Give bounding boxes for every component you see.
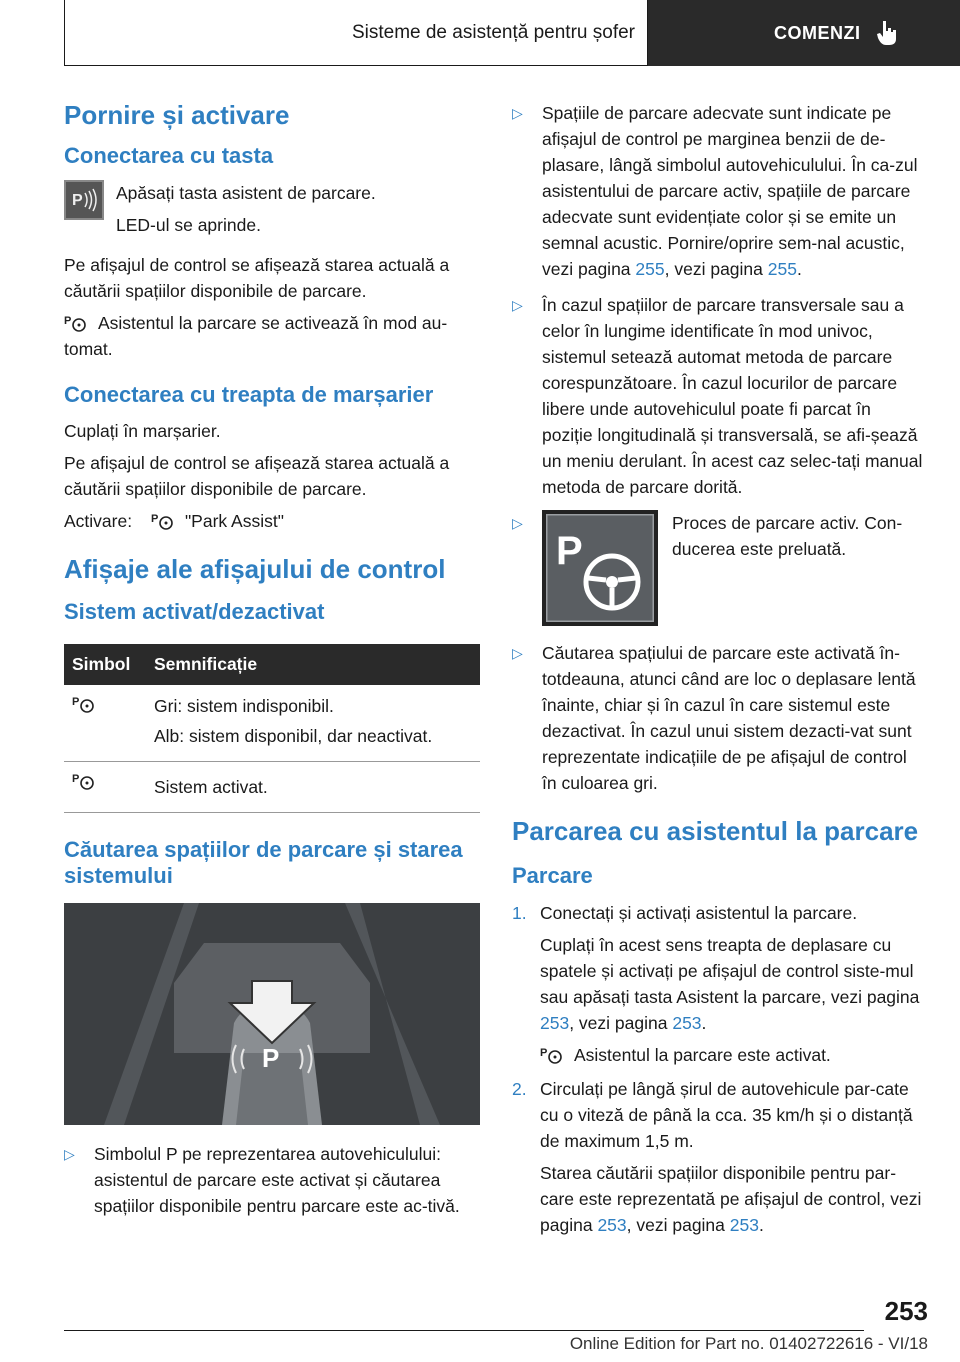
led-text: LED-ul se aprinde. xyxy=(116,214,261,235)
paragraph: Cuplați în marșarier. xyxy=(64,420,221,441)
hand-pointer-icon xyxy=(875,19,899,47)
parking-steps xyxy=(512,900,926,1238)
page-link[interactable]: 255 xyxy=(767,259,797,279)
section-title: COMENZI xyxy=(774,22,861,43)
list-item: 1. Conectați și activați asistentul la parcare. Cuplați în acest sens treapta de deplasare cu spatele și activați pe afișajul de control siste-mul sau apăsați tasta Asistent la parcare, vezi pagina 253, vezi pagina 253. P Asistentul la parcare este activat. xyxy=(512,902,920,1065)
table-row: P Gri: sistem indisponibil. Alb: sistem disponibil, dar neactivat. xyxy=(64,685,480,762)
display-illustration xyxy=(64,903,480,1125)
page-number: 253 xyxy=(884,1296,928,1326)
list-item: ▷ Spațiile de parcare adecvate sunt indicate pe afișajul de control pe marginea benzii de de-plasare, lângă simbolul autovehiculului. În ca-zul asistentului de parcare activ, spațiile de parcare adecvate sunt evidențiate color și se emite un semnal acustic. Pornire/oprire sem-nal acustic, vezi pagina 255, vezi pagina 255. xyxy=(512,100,926,282)
button-instruction xyxy=(64,180,480,244)
heading-park-with-assist: Parcarea cu asistentul la parcare xyxy=(512,816,919,846)
park-assist-icon xyxy=(540,1044,564,1064)
section-tab xyxy=(648,0,960,66)
symbol-table xyxy=(64,644,480,813)
page-link[interactable]: 253 xyxy=(672,1012,702,1033)
svg-text:P: P xyxy=(64,314,72,327)
park-assist-icon xyxy=(151,510,175,530)
page-link[interactable]: 253 xyxy=(729,1214,759,1235)
svg-text:P: P xyxy=(262,1043,280,1074)
breadcrumb: Sisteme de asistență pentru șofer xyxy=(64,0,648,66)
page-header xyxy=(64,0,960,66)
park-assist-icon xyxy=(72,693,96,713)
list-item: 2. Circulați pe lângă șirul de autovehicule par-cate cu o viteză de până la cca. 35 km/h și o distanță de maximum 1,5 m. Starea căutării spațiilor disponibile pentru par-care este reprezentată pe afișajul de control, vezi pagina 253, vezi pagina 253. xyxy=(512,1078,922,1235)
list-item: ▷ Căutarea spațiului de parcare este activată în-totdeauna, atunci când are loc o deplasare lentă înainte, chiar și în cazul în care sistemul este dezactivat. În cazul unui sistem dezacti-vat sunt reprezentate indicațiile de pe afișajul de control în culoarea gri. xyxy=(512,640,926,796)
table-header: Simbol xyxy=(64,644,146,685)
heading-search-status: Căutarea spațiilor de parcare și starea sistemului xyxy=(64,836,463,888)
status-bullets xyxy=(64,1141,480,1219)
heading-start: Pornire și activare xyxy=(64,100,290,130)
footer-edition: Online Edition for Part no. 01402722616 - VI/18 xyxy=(569,1334,928,1353)
list-item: ▷ P Proces de parcare activ. Con-ducerea este preluată. xyxy=(512,510,926,626)
svg-text:P: P xyxy=(150,512,159,525)
svg-text:P: P xyxy=(72,695,80,708)
svg-text:P: P xyxy=(540,1046,548,1059)
svg-text:P: P xyxy=(72,772,80,785)
heading-displays: Afișaje ale afișajului de control xyxy=(64,553,446,584)
heading-reverse: Conectarea cu treapta de marșarier xyxy=(64,381,434,407)
paragraph: Pe afișajul de control se afișează starea actuală a căutării spațiilor disponibile de parcare. xyxy=(64,452,450,499)
activation-line: Activare: P "Park Assist" xyxy=(64,510,284,531)
heading-system-status: Sistem activat/dezactivat xyxy=(64,599,325,625)
right-column xyxy=(512,100,926,1246)
table-row: P Sistem activat. xyxy=(64,761,480,812)
press-text: Apăsați tasta asistent de parcare. xyxy=(116,182,376,203)
left-column xyxy=(64,100,480,1229)
parking-bullets xyxy=(512,100,926,796)
paragraph: Pe afișajul de control se afișează starea actuală a căutării spațiilor disponibile de parcare. xyxy=(64,254,450,301)
park-assist-icon xyxy=(64,312,88,332)
heading-parking: Parcare xyxy=(512,863,593,889)
table-header: Semnificație xyxy=(146,644,480,685)
park-assist-active-icon xyxy=(72,770,96,790)
svg-text:P: ▷ P xyxy=(556,529,583,573)
page-link[interactable]: 255 xyxy=(635,259,665,279)
list-item: ▷ Simbolul P pe reprezentarea autovehiculului: asistentul de parcare este activat și căutarea spațiilor disponibile pentru parcare este ac-tivă. xyxy=(64,1141,480,1219)
paragraph: P Asistentul la parcare se activează în mod au-tomat. xyxy=(64,312,448,359)
page-link[interactable]: 253 xyxy=(540,1012,570,1033)
park-assist-button-icon xyxy=(64,180,104,220)
heading-button: Conectarea cu tasta xyxy=(64,143,274,169)
parking-active-icon xyxy=(542,510,658,626)
svg-text:P: P xyxy=(72,191,83,209)
page-link[interactable]: 253 xyxy=(597,1214,627,1235)
footer-divider xyxy=(64,1330,864,1331)
list-item: ▷ În cazul spațiilor de parcare transversale sau a celor în lungime identificate în mod univoc, sistemul setează automat metoda de parcare corespunzătoare. În cazul locurilor de parcare libere unde autovehiculul poate fi parcat în poziție longitudinală și transversală, se afi-șează un meniu derulant. În acest caz selec-tați manual metoda de parcare dorită. xyxy=(512,292,926,500)
